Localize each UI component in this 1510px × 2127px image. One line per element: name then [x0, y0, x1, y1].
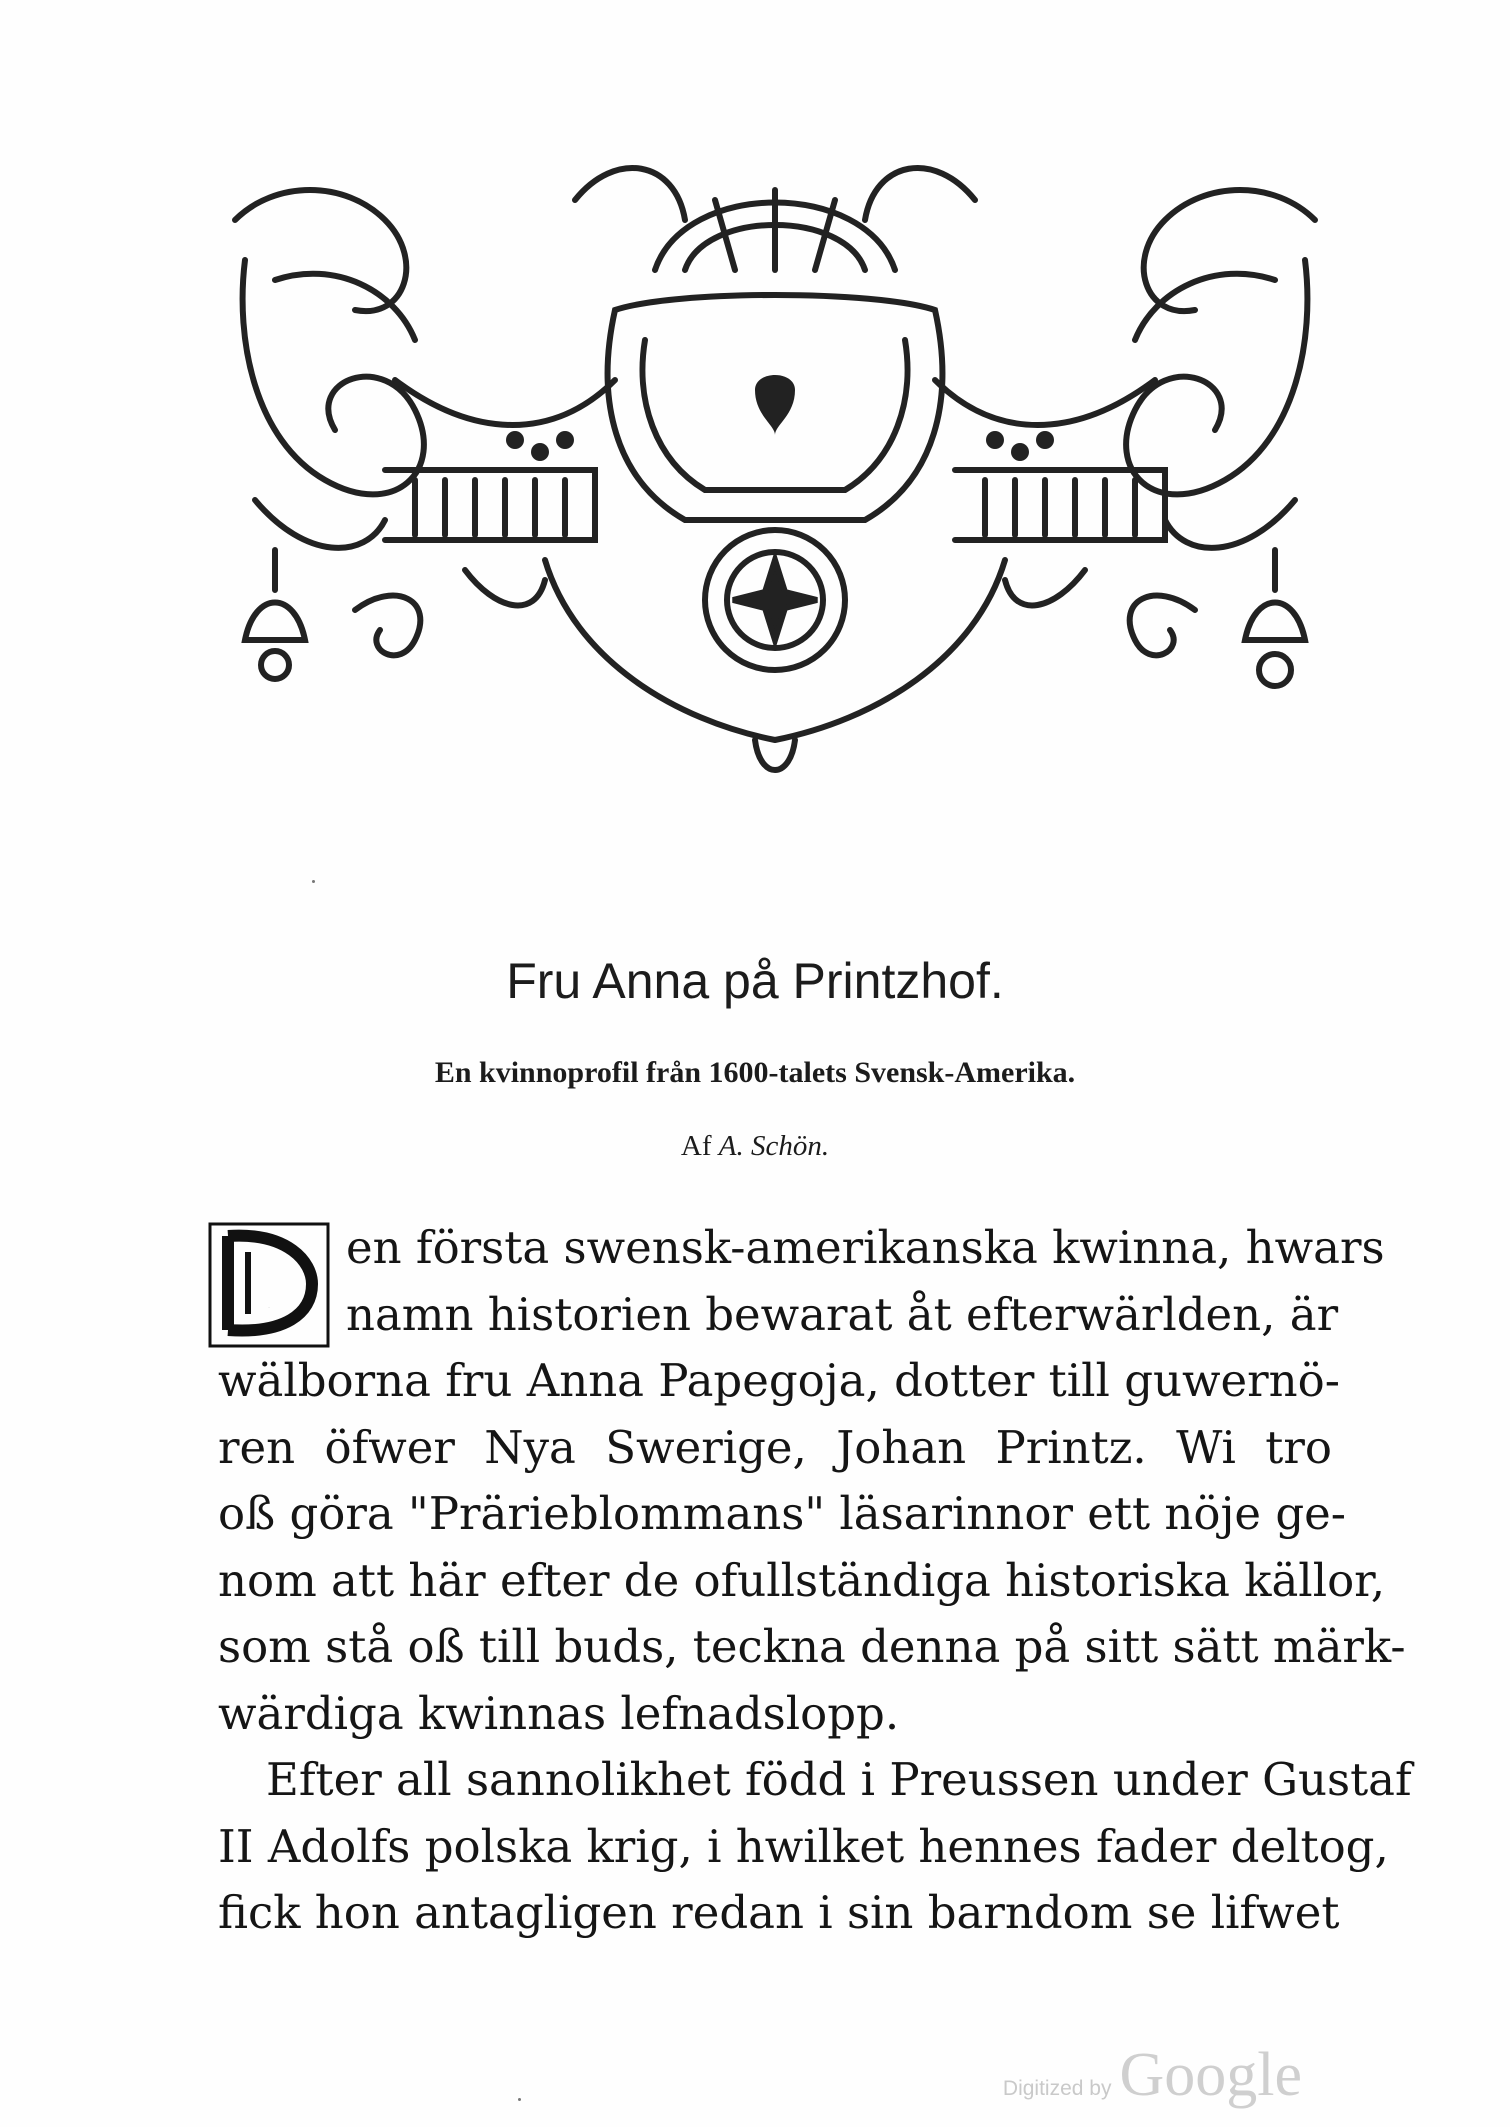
text-line: ren öfwer Nya Swerige, Johan Printz. Wi tro	[218, 1420, 1332, 1474]
article-subtitle: En kvinnoprofil från 1600-talets Svensk-Amerika.	[434, 1056, 1076, 1089]
text-line: wärdiga kwinnas lefnadslopp.	[218, 1686, 900, 1740]
byline-prefix: Af	[680, 1130, 712, 1162]
text-line: nom att här efter de ofullständiga historiska källor,	[218, 1553, 1386, 1607]
digitized-watermark	[1003, 2040, 1302, 2111]
byline-author: A. Schön.	[718, 1130, 830, 1162]
text-line: fick hon antagligen redan i sin barndom se lifwet	[218, 1886, 1340, 1939]
text-line: som stå oß till buds, teckna denna på sitt sätt märk-	[218, 1620, 1406, 1673]
text-line: oß göra "Prärieblommans" läsarinnor ett nöje ge-	[218, 1487, 1347, 1540]
article-byline	[0, 1130, 1510, 1163]
paper-speck	[518, 2098, 521, 2101]
text-line: wälborna fru Anna Papegoja, dotter till guwernö-	[218, 1354, 1340, 1407]
text-line: II Adolfs polska krig, i hwilket hennes fader deltog,	[218, 1819, 1389, 1873]
article-title: Fru Anna på Printzhof.	[506, 953, 1004, 1009]
watermark-prefix: Digitized by	[1002, 2077, 1112, 2100]
paper-speck	[312, 880, 315, 883]
text-line: Efter all sannolikhet född i Preussen under Gustaf	[266, 1753, 1412, 1806]
headpiece-ornament-illustration	[215, 140, 1335, 800]
text-line: namn historien bewarat åt efterwärlden, är	[346, 1287, 1339, 1341]
google-logo: Google	[1119, 2041, 1302, 2109]
ornament-svg	[215, 140, 1335, 800]
drop-cap-letter: D	[268, 1308, 270, 1309]
article-body	[218, 1215, 1412, 1947]
text-line: en första swensk-amerikanska kwinna, hwars	[346, 1221, 1385, 1274]
